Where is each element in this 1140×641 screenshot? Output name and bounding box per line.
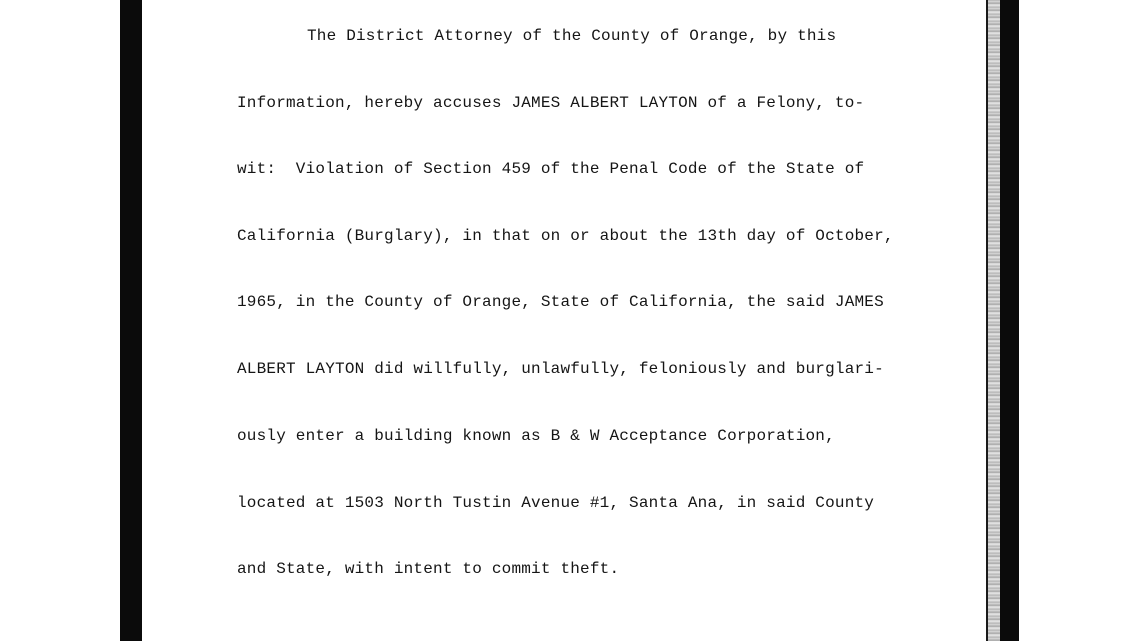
document-line: wit: Violation of Section 459 of the Penal Code of the State of: [237, 160, 865, 178]
document-line: ously enter a building known as B & W Acceptance Corporation,: [237, 427, 835, 445]
document-line: located at 1503 North Tustin Avenue #1, Santa Ana, in said County: [237, 494, 875, 512]
document-line: ALBERT LAYTON did willfully, unlawfully, feloniously and burglari-: [237, 360, 884, 378]
document-line: Information, hereby accuses JAMES ALBERT LAYTON of a Felony, to-: [237, 94, 865, 112]
document-line: and State, with intent to commit theft.: [237, 560, 620, 578]
document-line: The District Attorney of the County of Orange, by this: [307, 27, 837, 45]
document-line: 1965, in the County of Orange, State of California, the said JAMES: [237, 293, 884, 311]
document-line: California (Burglary), in that on or about the 13th day of October,: [237, 227, 894, 245]
